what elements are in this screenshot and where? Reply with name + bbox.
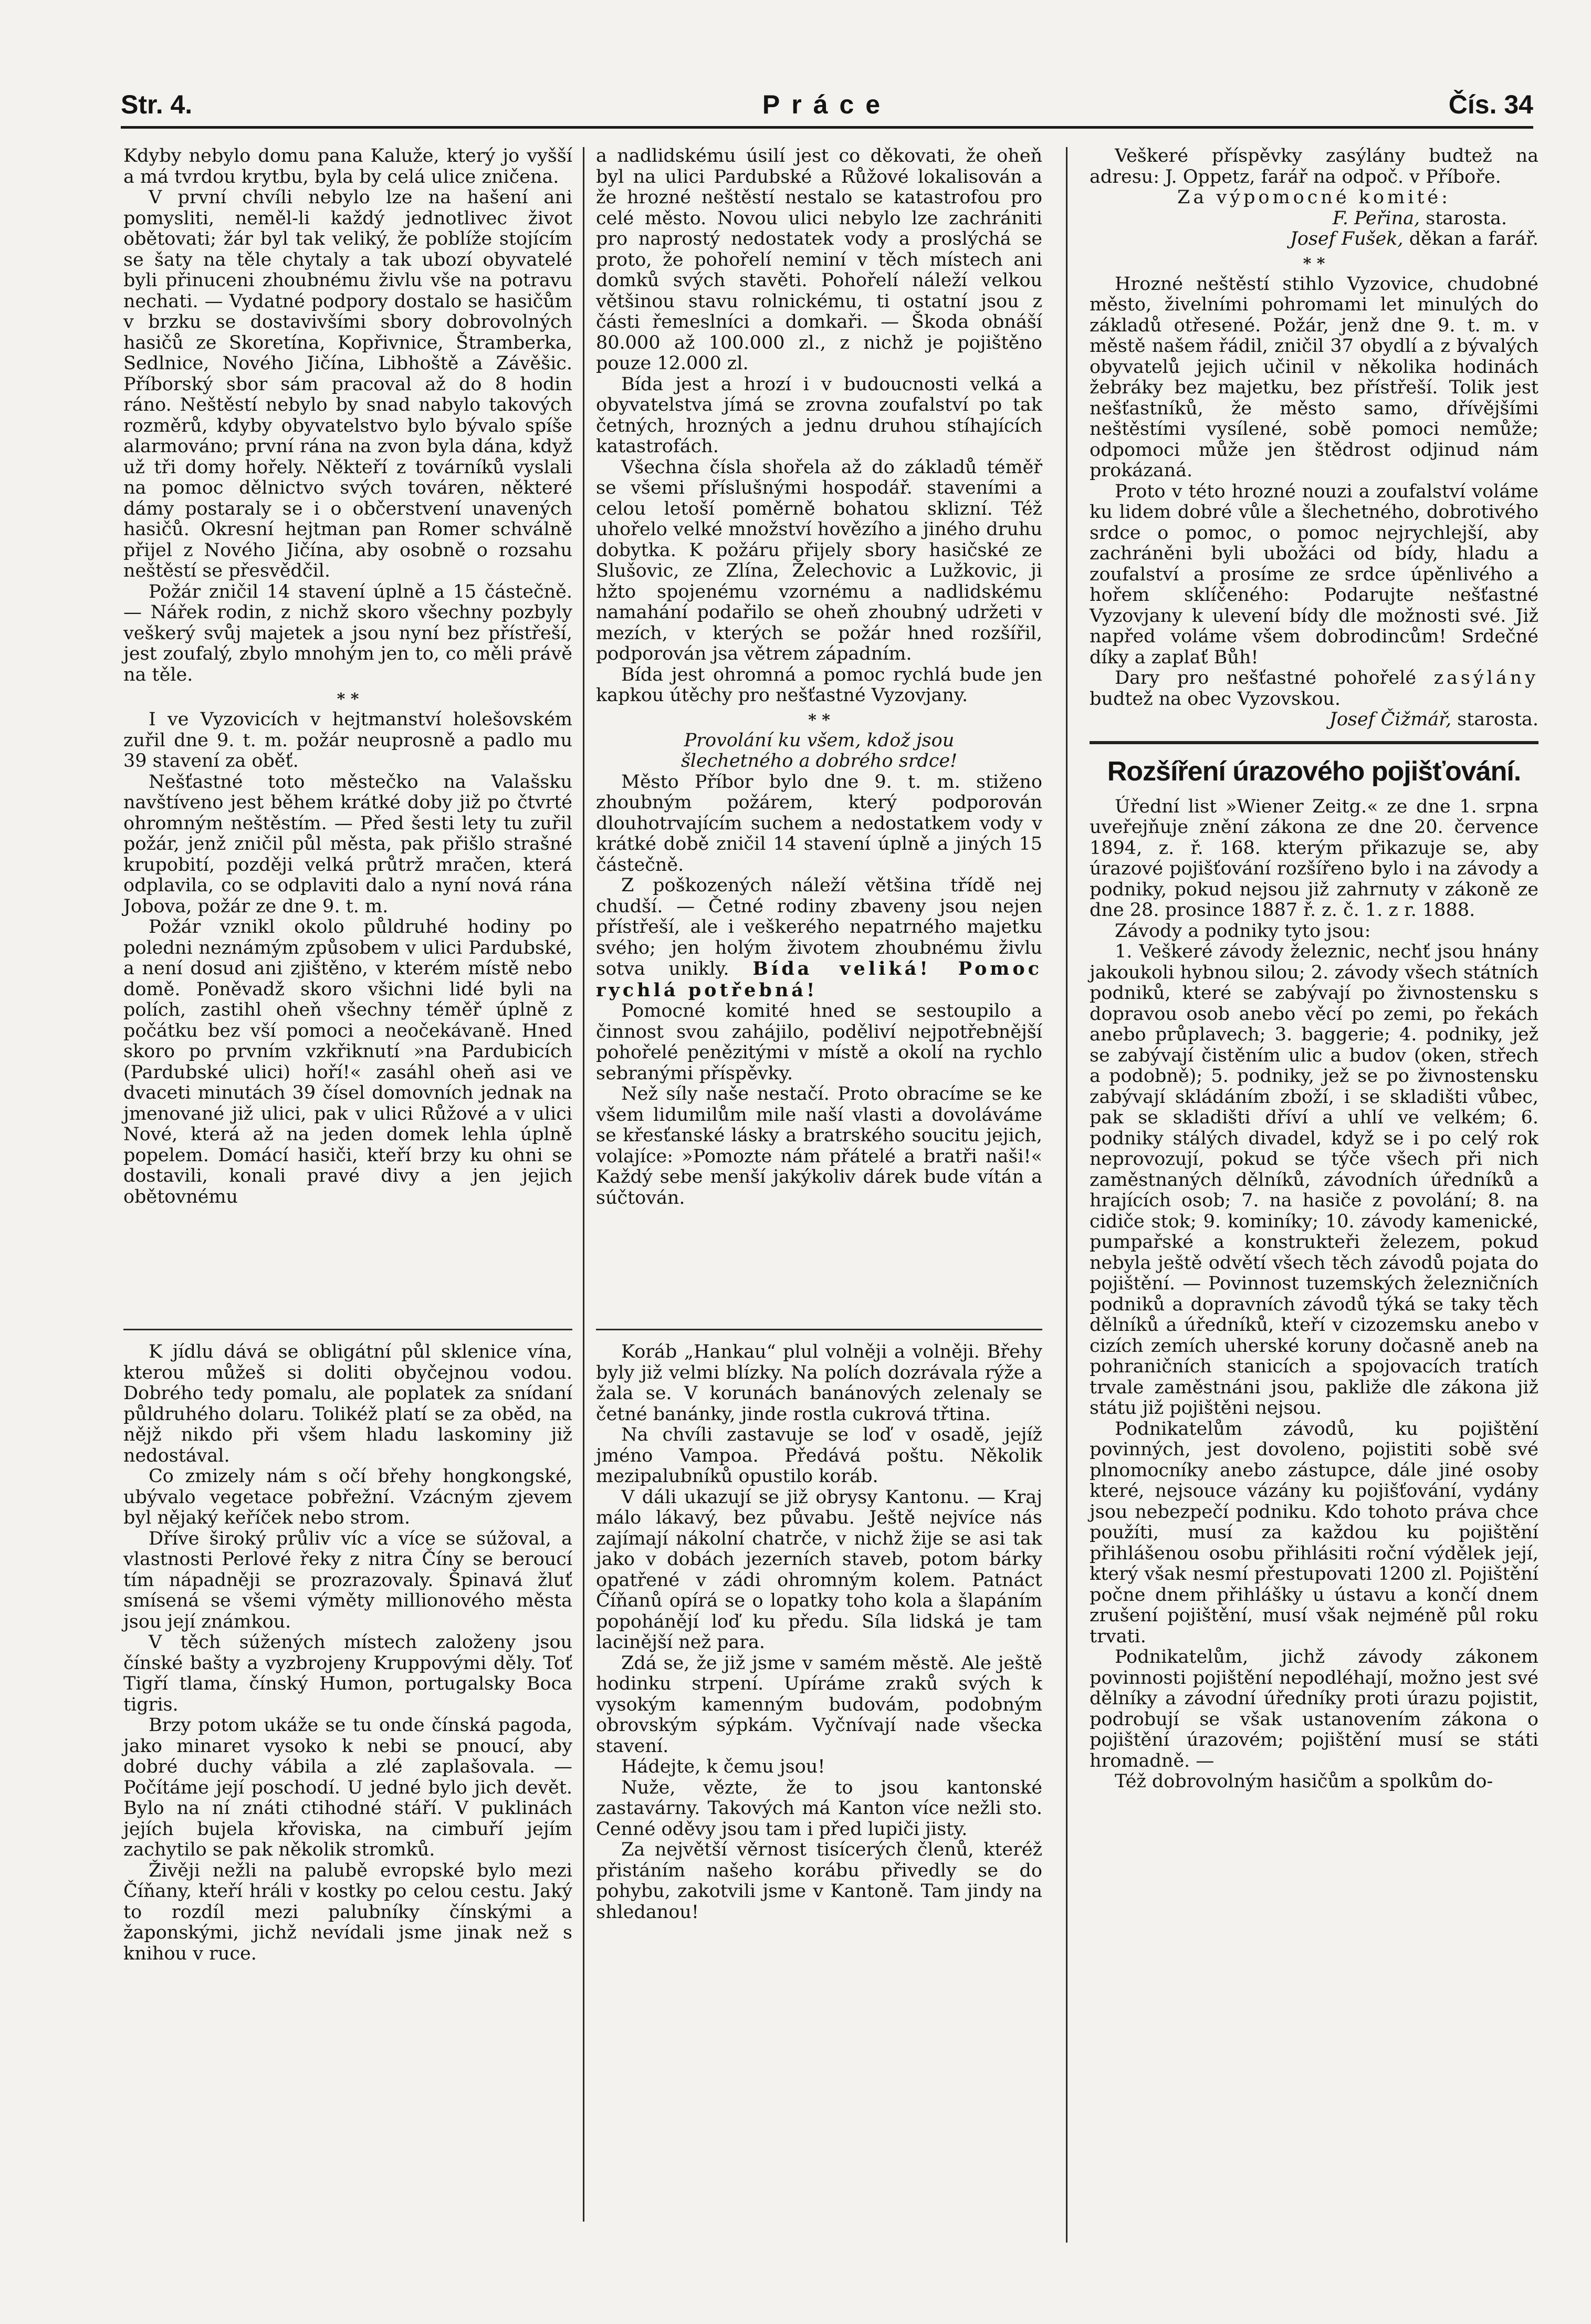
paragraph: Dary pro nešťastné pohořelé zasýlány budtež na obec Vyzovskou.: [1090, 668, 1538, 710]
column-divider-right: [1066, 147, 1067, 2243]
paragraph: Živěji nežli na palubě evropské bylo mezi Číňany, kteří hráli v kostky po celou cestu. Jaký to rozdíl mezi palubníky čínskými a žaponskými, jichž nevídali jsme jinak než s knihou v ruce.: [123, 1860, 572, 1964]
signature: Josef Čižmář, starosta.: [1329, 709, 1538, 730]
paragraph: Než síly naše nestačí. Proto obracíme se ke všem lidumilům mile naší vlasti a dovoláváme se křesťanské lásky a bratrského soucitu jejich, volajíce: »Pomozte nám přátelé a bratři naši!« Každý sebe menší jakýkoliv dárek bude vítán a súčtován.: [596, 1083, 1042, 1208]
paragraph: Bída jest ohromná a pomoc rychlá bude jen kapkou útěchy pro nešťastné Vyzovjany.: [596, 664, 1042, 706]
paragraph: Nešťastné toto městečko na Valašsku navštíveno jest během krátké doby již po čtvrté ohromným neštěstím. — Před šesti lety tu zuřil požár, jenž zničil půl města, pak přišlo strašné krupobití, později velká průtrž mračen, která odplavila, co se odplaviti dalo a nyní nová rána Jobova, požár ze dne 9. t. m.: [123, 771, 572, 917]
column-divider-left: [583, 147, 584, 2222]
paragraph: Požár vznikl okolo půldruhé hodiny po poledni neznámým způsobem v ulici Pardubské, a není dosud ani zjištěno, v kterém místě nebo domě. Poněvadž skoro všichni lidé byli na polích, zastihl oheň všechny téměř úplně z počátku bez vší pomoci a neočekávaně. Hned skoro po prvním vzkřiknutí »na Pardubicích (Pardubské ulici) hoří!« zasáhl oheň asi ve dvaceti minutách 39 čísel domovních jednak na jmenované již ulici, pak v ulici Růžové a v ulici Nové, která až na jeden domek lehla úplně popelem. Domácí hasiči, kteří brzy ku ohni se dostavili, konali pravé divy a jen jejich obětovnému: [123, 916, 572, 1207]
feuilleton-rule-center: [596, 1329, 1042, 1330]
paragraph: Brzy potom ukáže se tu onde čínská pagoda, jako minaret vysoko k nebi se pnoucí, aby dobré duchy vábila a zlé zaplašovala. — Počítáme její poschodí. U jedné bylo jich devět. Bylo na ní znáti ctihodné stáří. V puklinách jejích bujela křoviska, na cimbuří jejím zachytilo se pak několik stromků.: [123, 1715, 572, 1860]
paragraph: Hrozné neštěstí stihlo Vyzovice, chudobné město, živelními pohromami let minulých do základů otřesené. Požár, jenž dne 9. t. m. v městě našem řádil, zničil 37 obydlí a z bývalých obyvatelů jejich učinil v několika hodinách žebráky bez majetku, bez přístřeší. Tolik jest nešťastníků, že město samo, dřívějšími neštěstími vysílené, sobě pomoci nemůže; odpomoci může jen štědrost odjinud nám prokázaná.: [1090, 273, 1538, 481]
paragraph: Též dobrovolným hasičům a spolkům do-: [1115, 1771, 1493, 1792]
paragraph: Veškeré příspěvky zasýlány budtež na adresu: J. Oppetz, farář na odpoč. v Příboře.: [1090, 145, 1538, 187]
column-3: [1090, 146, 1538, 1792]
paragraph: Co zmizely nám s očí břehy hongkongské, ubývalo vegetace pobřežní. Vzácným zjevem byl nějaký keříček nebo strom.: [123, 1466, 572, 1528]
column-2-feuilleton: [596, 1342, 1042, 1923]
paragraph: Podnikatelům, jichž závody zákonem povinnosti pojištění nepodléhají, možno jest své dělníky a závodní úředníky proti úrazu pojistit, podrobují se však ustanovením zákona o pojištění úrazovém; pojištění musí se státi hromadně. —: [1090, 1646, 1538, 1771]
column-1-article: [123, 146, 572, 1207]
paragraph: Město Příbor bylo dne 9. t. m. stiženo zhoubným požárem, který podporován dlouhotrvajícím suchem a nedostatkem vody v krátké době zničil 14 stavení úplně a jiných 15 částečně.: [596, 771, 1042, 876]
paragraph: K jídlu dává se obligátní půl sklenice vína, kterou můžeš si doliti obyčejnou vodou. Dobrého tedy pomalu, ale poplatek za snídaní půldruhého dolaru. Tolikéž platí se za oběd, na nějž nikdo při všem hladu laskominy již nedostával.: [123, 1341, 572, 1466]
paragraph: V těch súžených místech založeny jsou čínské bašty a vyzbrojeny Kruppovými děly. Toť Tigří tlama, čínský Humon, portugalsky Boca tigris.: [123, 1632, 572, 1715]
signature: Josef Fušek, děkan a farář.: [1290, 228, 1538, 249]
issue-number: Čís. 34: [1448, 90, 1533, 119]
paragraph: 1. Veškeré závody železnic, nechť jsou hnány jakoukoli hybnou silou; 2. závody všech státních podniků, které se zabývají po živnostensku s dopravou osob anebo věcí po zemi, po řekách anebo průplavech; 3. baggerie; 4. podniky, jež se zabývají čistěním ulic a budov (oken, střech a podobně); 5. podniky, jež se po živnostensku zabývají skládáním zboží, i se skladišti vůbec, pak se skladišti dříví a uhlí ve velkém; 6. podniky stálých divadel, když se i po celý rok neprovozují, pokud se týče všech při nich zaměstnaných dělníků, závodních úředníků a hrajících osob; 7. na hasiče z povolání; 8. na cidiče stok; 9. kominíky; 10. závody kamenické, pumpařské a konstrukteři železem, pokud nebyla ještě odvětí všech těch závodů pojata do pojištění. — Povinnost tuzemských železničních podniků a dopravních závodů týká se taky těch dělníků a úředníků, kteří v cizozemsku anebo v cizích zemích uherské koruny dočasně aneb na pohraničních stanicích a spojovacích tratích trvale zaměstnáni jsou, pakliže dle zákona již státu již pojištěni nejsou.: [1090, 941, 1538, 1419]
paragraph: Úřední list »Wiener Zeitg.« ze dne 1. srpna uveřejňuje znění zákona ze dne 20. července 1894, z. ř. 168. kterým přikazuje se, aby úrazové pojišťování rozšířeno bylo i na závody a podniky, pokud nejsou již zahrnuty v zákoně ze dne 28. prosince 1887 ř. z. č. 1. z r. 1888.: [1090, 796, 1538, 921]
paragraph: Závody a podniky tyto jsou:: [1115, 920, 1371, 942]
paragraph: I ve Vyzovicích v hejtmanství holešovském zuřil dne 9. t. m. požár neuprosně a padlo mu 39 stavení za oběť.: [123, 709, 572, 772]
section-stars: * *: [1303, 254, 1325, 273]
paragraph: V dáli ukazují se již obrysy Kantonu. — Kraj málo lákavý, bez půvabu. Ještě nejvíce nás zajímají nákolní chatrče, v nichž žije se asi tak jako v dobách jezerních staveb, potom bárky opatřené v zádi ohromným kolem. Patnáct Číňanů opírá se o lopatky toho kola a šlapáním popohánějí loď ku předu. Síla lidská je tam lacinější než para.: [596, 1486, 1042, 1653]
paragraph: Koráb „Hankau“ plul volněji a volněji. Břehy byly již velmi blízky. Na polích dozrávala rýže a žala se. V korunách banánových zelenaly se četné banánky, jinde rostla cukrová třtina.: [596, 1341, 1042, 1425]
page-header: [121, 79, 1533, 126]
paragraph: Z poškozených náleží většina třídě nej chudší. — Četné rodiny zbaveny jsou nejen přístřeší, ale i veškerého nepatrného majetku svého; jen holým životem zhoubnému živlu sotva unikly. Bída veliká! Pomoc rychlá potřebná!: [596, 875, 1042, 1001]
paragraph: Zdá se, že již jsme v samém městě. Ale ještě hodinku strpení. Upíráme zraků svých k vysokým kamenným budovám, podobným obrovským sýpkám. Vyčnívají nade všecka stavení.: [596, 1652, 1042, 1757]
paragraph: Požár zničil 14 stavení úplně a 15 částečně. — Nářek rodin, z nichž skoro všechny pozbyly veškerý svůj majetek a jsou nyní bez přístřeší, jest zoufalý, zbylo mnohým jen to, co měli právě na těle.: [123, 581, 572, 685]
paragraph: Na chvíli zastavuje se loď v osadě, jejíž jméno Vampoa. Předává poštu. Několik mezipalubníků opustilo koráb.: [596, 1424, 1042, 1487]
section-stars: * *: [337, 690, 359, 708]
paragraph: Bída jest a hrozí i v budoucnosti velká a obyvatelstva jímá se zrovna zoufalství po tak četných, hrozných a jednu druhou stíhajících katastrofách.: [596, 373, 1042, 457]
paragraph: Dříve široký průliv víc a více se súžoval, a vlastnosti Perlové řeky z nitra Číny se beroucí tím nápadněji se prozrazovaly. Špinavá žluť smísená se všemi výměty millionového města jsou její známkou.: [123, 1528, 572, 1632]
committee-label: Za výpomocné komité:: [1177, 187, 1451, 208]
paragraph: Pomocné komité hned se sestoupilo a činnost svou zahájilo, poděliví nejpotřebnější pohořelé penězitými v místě a okolí na rychlo sebranými příspěvky.: [596, 1001, 1042, 1084]
newspaper-title: Práce: [762, 90, 892, 119]
appeal-title: Provolání ku všem, kdož jsou šlechetného a dobrého srdce!: [681, 729, 958, 772]
paragraph: Nuže, vězte, že to jsou kantonské zastavárny. Takových má Kanton více nežli sto. Cenné oděvy jsou tam i před lupiči jisty.: [596, 1777, 1042, 1840]
feuilleton-rule-left: [123, 1329, 572, 1330]
paragraph: Hádejte, k čemu jsou!: [621, 1756, 825, 1777]
paragraph: a nadlidskému úsilí jest co děkovati, že oheň byl na ulici Pardubské a Růžové lokalisován a že hrozné neštěstí nestalo se katastrofou pro celé město. Novou ulici nebylo lze zachrániti pro naprostý nedostatek vody a proslýchá se proto, že pohořelí neminí v těch místech ani domků svých stavěti. Pohořelí náleží velkou většinou stavu rolnickému, ti ostatní jsou z části řemeslníci a domkaři. — Škoda obnáší 80.000 až 100.000 zl., z nichž je pojištěno pouze 12.000 zl.: [596, 145, 1042, 374]
header-rule: [121, 126, 1533, 129]
page-number: Str. 4.: [121, 90, 193, 119]
section-stars: * *: [808, 711, 830, 729]
paragraph: V první chvíli nebylo lze na hašení ani pomysliti, neměl-li každý jednotlivec život obětovati; žár byl tak veliký, že poblíže stojícím se šaty na těle chytaly a tak ubozí obyvatelé byli přinuceni zhoubnému živlu vše na potravu nechati. — Vydatné podpory dostalo se hasičům v brzku se dostavivšími sbory dobrovolných hasičů ze Skoretína, Kopřivnice, Štramberka, Sedlnice, Nového Jičína, Libhoště a Závěšic. Příborský sbor sám pracoval až do 8 hodin ráno. Neštěstí nebylo by snad nabylo takových rozměrů, kdyby obyvatelstvo bylo bývalo spíše alarmováno; první rána na zvon byla dána, když už tři domy hořely. Někteří z továrníků vyslali na pomoc dělnictvo svých továren, některé dámy postaraly se i o občerstvení unavených hasičů. Okresní hejtman pan Romer schválně přijel z Nového Jičína, aby osobně o rozsahu neštěstí se přesvědčil.: [123, 187, 572, 581]
paragraph: Proto v této hrozné nouzi a zoufalství voláme ku lidem dobré vůle a šlechetného, dobrotivého srdce o pomoc, o pomoc nejrychlejší, aby zachráněni byli ubožáci od bídy, hladu a zoufalství a prosíme ze srdce úpěnlivého a hořem sklíčeného: Podarujte nešťastné Vyzovjany k ulevení bídy dle možnosti své. Již napřed voláme všem dobrodincům! Srdečné díky a zaplať Bůh!: [1090, 481, 1538, 668]
article-headline: Rozšíření úrazového pojišťování.: [1107, 756, 1521, 787]
paragraph: Kdyby nebylo domu pana Kaluže, který jo vyšší a má tvrdou krytbu, byla by celá ulice zničena.: [123, 145, 572, 187]
paragraph: Za největší věrnost tisícerých členů, kteréž přistáním našeho korábu přivedly se do pohybu, zakotvili jsme v Kantoně. Tam jindy na shledanou!: [596, 1839, 1042, 1923]
paragraph: Všechna čísla shořela až do základů téměř se všemi příslušnými hospodář. staveními a celou letoší poměrně bohatou sklizní. Též uhořelo velké množství hovězího a jiného druhu dobytka. K požáru přijely sbory hasičské ze Slušovic, ze Zlína, Želechovic a Lužkovic, ji hžto spojenému vzornému a nadlidskému namahání podařilo se oheň zhoubný udržeti v mezích, v kterých se požár hned rozšířil, podporován jsa větrem západním.: [596, 456, 1042, 664]
emphasis: Bída veliká! Pomoc rychlá potřebná!: [596, 958, 1042, 1001]
column-1-feuilleton: [123, 1342, 572, 1964]
column-2-article: [596, 146, 1042, 1208]
signature: F. Peřina, starosta.: [1332, 207, 1507, 229]
paragraph: Podnikatelům závodů, ku pojištění povinných, jest dovoleno, pojistiti sobě své plnomocníky anebo zástupce, dále jiné osoby které, nejsouce vázány ku pojišťování, vydány jsou nebezpečí podniku. Kdo tohoto práva chce použíti, musí za každou ku pojištění přihlášenou osobu přihlásiti roční výdělek její, který však nesmí přestupovati 1200 zl. Pojištění počne dnem přihlášky u ústavu a končí dnem zrušení pojištění, musí však nejméně půl roku trvati.: [1090, 1418, 1538, 1647]
headline-rule: [1090, 741, 1538, 744]
